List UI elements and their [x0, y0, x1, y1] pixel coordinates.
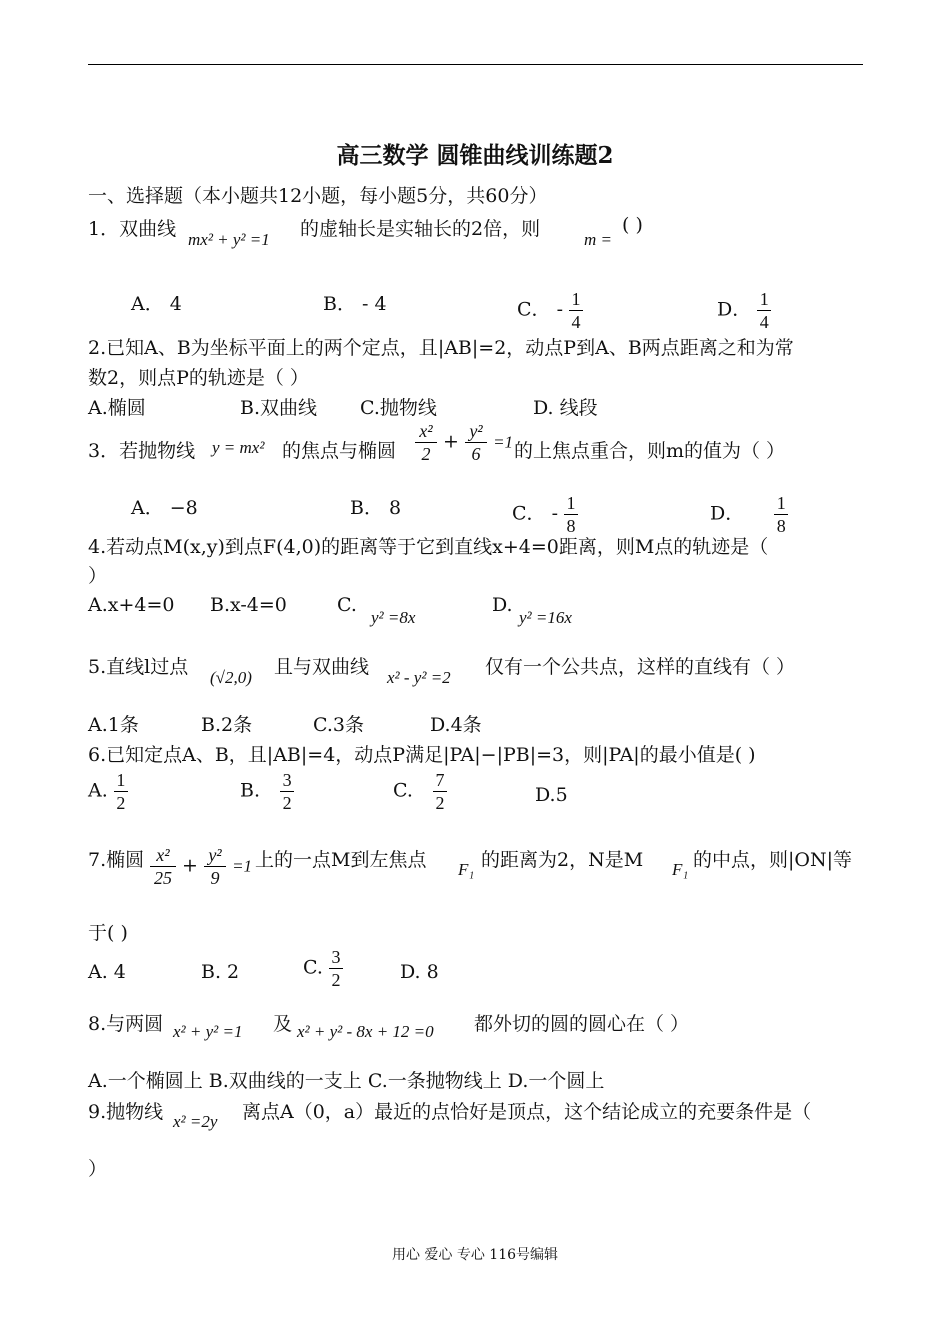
q7-focus-f1: F₁ [458, 860, 475, 879]
q5-mid: 且与双曲线 [274, 656, 370, 678]
q5-option-b: B.2条 [201, 714, 253, 736]
q7-option-d: D. 8 [400, 961, 439, 983]
q4-option-d: D. [492, 594, 513, 616]
q3-option-c-fraction: $\frac{1}{8}$ [564, 493, 578, 536]
q3-fraction-y: $\frac{\text{y²}}{6}$ [465, 421, 487, 464]
q7-option-b: B. 2 [201, 961, 240, 983]
q7-fraction-x: $\frac{\text{x²}}{25}$ [150, 845, 176, 888]
q1-paren: ( ) [622, 214, 643, 236]
q9-equation: x² =2y [173, 1112, 218, 1131]
question-4-line-1: 4.若动点M(x,y)到点F(4,0)的距离等于它到直线x+4=0距离，则M点的轨迹是（ [88, 536, 769, 558]
q6-option-d: D.5 [535, 784, 568, 806]
q1-option-c: C． - $\frac{1}{4}$ [517, 289, 583, 332]
question-4-line-2: ） [88, 565, 108, 587]
q1-text: 的虚轴长是实轴长的2倍，则 [300, 218, 541, 240]
q2-option-a: A.椭圆 [88, 397, 146, 419]
question-1: 1．双曲线 [88, 218, 177, 240]
question-5-prefix: 5.直线l过点 [88, 656, 189, 678]
q3-option-a: A． −8 [131, 497, 198, 519]
page-footer: 用心 爱心 专心 116号编辑 [391, 1247, 559, 1263]
q7-mid-2: 的距离为2，N是M [481, 849, 644, 871]
q7-mid-1: 上的一点M到左焦点 [255, 849, 427, 871]
q6-option-a: A. $\frac{1}{2}$ [88, 770, 128, 813]
question-3-prefix: 3．若抛物线 [88, 440, 196, 462]
q7-ellipse-equation: $\frac{\text{x²}}{25}$ + $\frac{\text{y²}}{9}$ =1 [150, 845, 252, 888]
q6-option-b: B. $\frac{3}{2}$ [240, 770, 294, 813]
q6-option-b-fraction: $\frac{3}{2}$ [280, 770, 294, 813]
q8-and: 及 [273, 1013, 293, 1035]
q7-fraction-y: $\frac{\text{y²}}{9}$ [204, 845, 226, 888]
q3-option-c: C． - $\frac{1}{8}$ [512, 493, 578, 536]
q3-ellipse-equation: $\frac{\text{x²}}{2}$ + $\frac{\text{y²}}{6}$ =1 [415, 421, 513, 464]
q3-fraction-x: $\frac{\text{x²}}{2}$ [415, 421, 437, 464]
q4-option-c: C. [337, 594, 357, 616]
q8-equation-2: x² + y² - 8x + 12 =0 [297, 1022, 434, 1041]
q5-option-c: C.3条 [313, 714, 364, 736]
question-6: 6.已知定点A、B，且|AB|=4，动点P满足|PA|−|PB|=3，则|PA|的最小值是( ) [88, 744, 756, 766]
question-7-line-2: 于( ) [88, 922, 128, 944]
q7-focus-f1-b: F₁ [672, 860, 689, 879]
q5-suffix: 仅有一个公共点，这样的直线有（ ） [485, 656, 796, 678]
q3-mid: 的焦点与椭圆 [282, 440, 397, 462]
q3-option-d-fraction: $\frac{1}{8}$ [774, 493, 788, 536]
section-heading: 一、选择题（本小题共12小题，每小题5分，共60分） [88, 185, 548, 207]
q7-option-c-fraction: $\frac{3}{2}$ [329, 947, 343, 990]
q4-option-d-equation: y² =16x [519, 608, 572, 627]
q4-option-b: B.x-4=0 [210, 594, 287, 616]
q3-suffix: 的上焦点重合，则m的值为（ ） [514, 440, 786, 462]
q5-option-d: D.4条 [430, 714, 482, 736]
question-2-line-2: 数2，则点P的轨迹是（ ） [88, 367, 309, 389]
question-7-prefix: 7.椭圆 [88, 849, 145, 871]
q5-equation: x² - y² =2 [387, 668, 451, 687]
q2-option-b: B.双曲线 [240, 397, 318, 419]
q3-option-b: B． 8 [350, 497, 402, 519]
q9-suffix: 离点A（0，a）最近的点恰好是顶点，这个结论成立的充要条件是（ [242, 1101, 812, 1123]
q1-m: m = [584, 230, 612, 249]
q3-option-d: D． $\frac{1}{8}$ [710, 493, 788, 536]
q7-option-c: C. $\frac{3}{2}$ [303, 947, 343, 990]
q7-option-a: A. 4 [88, 961, 126, 983]
question-8-prefix: 8.与两圆 [88, 1013, 164, 1035]
header-rule [88, 64, 863, 65]
q1-option-c-fraction: $\frac{1}{4}$ [569, 289, 583, 332]
q4-option-c-equation: y² =8x [371, 608, 416, 627]
q7-suffix: 的中点，则|ON|等 [693, 849, 853, 871]
q8-suffix: 都外切的圆的圆心在（ ） [474, 1013, 690, 1035]
q6-option-a-fraction: $\frac{1}{2}$ [114, 770, 128, 813]
q1-option-b: B． - 4 [323, 293, 387, 315]
q1-option-d: D． $\frac{1}{4}$ [717, 289, 771, 332]
q5-option-a: A.1条 [88, 714, 139, 736]
q1-equation: mx² + y² =1 [188, 230, 270, 249]
question-2-line-1: 2.已知A、B为坐标平面上的两个定点，且|AB|=2，动点P到A、B两点距离之和为常 [88, 337, 794, 359]
page-title: 高三数学 圆锥曲线训练题2 [336, 142, 614, 169]
q5-point: (√2,0) [210, 668, 252, 687]
q3-equation: y = mx² [212, 438, 265, 457]
q8-equation-1: x² + y² =1 [173, 1022, 243, 1041]
question-9-line-2: ） [88, 1158, 108, 1180]
q6-option-c-fraction: $\frac{7}{2}$ [433, 770, 447, 813]
question-9-prefix: 9.抛物线 [88, 1101, 164, 1123]
q1-option-a: A． 4 [131, 293, 182, 315]
q8-options: A.一个椭圆上 B.双曲线的一支上 C.一条抛物线上 D.一个圆上 [88, 1070, 605, 1092]
q4-option-a: A.x+4=0 [88, 594, 175, 616]
q1-option-d-fraction: $\frac{1}{4}$ [757, 289, 771, 332]
q2-option-c: C.抛物线 [360, 397, 437, 419]
q6-option-c: C. $\frac{7}{2}$ [393, 770, 447, 813]
q2-option-d: D. 线段 [533, 397, 598, 419]
